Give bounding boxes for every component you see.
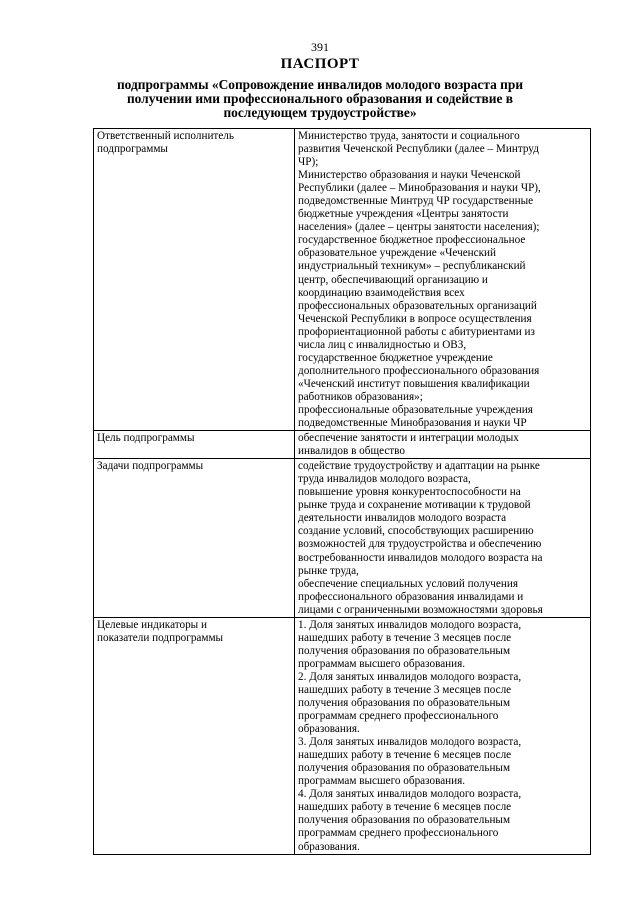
passport-table-body — [94, 129, 591, 855]
row-value-line: государственное бюджетное профессиональное — [298, 234, 526, 247]
row-value-line: бюджетные учреждения «Центры занятости — [298, 208, 509, 221]
row-value-line: деятельности инвалидов молодого возраста — [298, 512, 507, 525]
subtitle-line: последующем трудоустройстве» — [223, 105, 417, 120]
row-value-line: обеспечение занятости и интеграции молодых — [298, 432, 519, 445]
row-value-line: 1. Доля занятых инвалидов молодого возраста, — [298, 618, 522, 631]
row-value-line: получения образования по образовательным — [298, 762, 511, 775]
row-value-line: создание условий, способствующих расширению — [298, 525, 534, 538]
row-value-line: программам среднего профессионального — [298, 710, 499, 723]
row-value-line: Министерство труда, занятости и социального — [298, 130, 520, 142]
row-label-line: подпрограммы — [97, 143, 168, 156]
row-value-line: координацию взаимодействия всех — [298, 286, 465, 299]
row-value-line: рынке труда и сохранение мотивации к трудовой — [298, 499, 531, 512]
row-value-cell — [295, 617, 591, 854]
row-value-line: Чеченской Республики в вопросе осуществления — [298, 312, 532, 325]
row-value-line: программам высшего образования. — [298, 775, 466, 788]
row-label-line: Цель подпрограммы — [97, 432, 195, 445]
row-value-line: обеспечение специальных условий получения — [298, 577, 518, 590]
row-value-cell — [295, 459, 591, 618]
row-value-line: рынке труда, — [298, 564, 359, 577]
passport-table — [93, 128, 591, 855]
row-value-line: труда инвалидов молодого возраста, — [298, 473, 471, 486]
row-value-line: Республики (далее – Минобразования и науки ЧР), — [298, 182, 541, 195]
row-label-line: показатели подпрограммы — [97, 631, 224, 644]
row-value-line: нашедших работу в течение 3 месяцев после — [298, 631, 512, 644]
row-value-line: профориентационной работы с абитуриентами из — [298, 325, 535, 338]
row-value-line: государственное бюджетное учреждение — [298, 351, 493, 364]
row-value-line: повышение уровня конкурентоспособности на — [298, 486, 521, 499]
row-value-line: 4. Доля занятых инвалидов молодого возраста, — [298, 788, 522, 801]
row-label-cell — [94, 617, 295, 854]
row-value-line: профессиональных образовательных организаций — [298, 299, 537, 312]
row-value-line: получения образования по образовательным — [298, 697, 511, 710]
row-value-line: профессиональные образовательные учреждения — [298, 403, 533, 416]
row-value-line: числа лиц с инвалидностью и ОВЗ, — [298, 338, 467, 351]
row-value-line: программам среднего профессионального — [298, 827, 499, 840]
row-value-line: образовательное учреждение «Чеченский — [298, 247, 497, 260]
row-value-line: населения» (далее – центры занятости населения); — [298, 221, 540, 234]
row-label-line: Целевые индикаторы и — [97, 618, 207, 631]
document-subtitle — [90, 78, 550, 120]
row-value-line: образования. — [298, 840, 360, 853]
table-row — [94, 617, 591, 854]
row-label-cell — [94, 459, 295, 618]
row-value-line: 3. Доля занятых инвалидов молодого возраста, — [298, 736, 522, 749]
row-value-cell — [295, 129, 591, 431]
row-label-line: Ответственный исполнитель — [97, 130, 234, 142]
row-value-line: возможностей для трудоустройства и обеспечению — [298, 538, 542, 551]
row-value-cell — [295, 431, 591, 459]
subtitle-line: получении ими профессионального образования и содействие в — [126, 91, 514, 106]
row-label-cell — [94, 129, 295, 431]
document-title: ПАСПОРТ — [280, 56, 360, 72]
row-label-cell — [94, 431, 295, 459]
row-value-line: получения образования по образовательным — [298, 814, 511, 827]
row-value-line: развития Чеченской Республики (далее – Минтруд — [298, 143, 539, 156]
row-value-line: образования. — [298, 723, 360, 736]
row-value-line: «Чеченский институт повышения квалификации — [298, 377, 530, 390]
table-row — [94, 129, 591, 431]
row-value-line: работников образования»; — [298, 390, 423, 403]
row-value-line: профессионального образования инвалидами и — [298, 590, 524, 603]
row-value-line: дополнительного профессионального образования — [298, 364, 540, 377]
row-value-line: нашедших работу в течение 3 месяцев после — [298, 683, 512, 696]
row-value-line: нашедших работу в течение 6 месяцев после — [298, 801, 512, 814]
row-value-line: центр, обеспечивающий организацию и — [298, 273, 488, 286]
table-row — [94, 459, 591, 618]
row-value-line: лицами с ограниченными возможностями здоровья — [298, 603, 543, 616]
row-value-line: содействие трудоустройству и адаптации на рынке — [298, 460, 540, 473]
row-value-line: программам высшего образования. — [298, 657, 466, 670]
row-value-line: индустриальный техникум» – республиканский — [298, 260, 526, 273]
row-value-line: 2. Доля занятых инвалидов молодого возраста, — [298, 670, 522, 683]
row-value-line: подведомственные Минтруд ЧР государственные — [298, 195, 534, 208]
table-row — [94, 431, 591, 459]
subtitle-line: подпрограммы «Сопровождение инвалидов молодого возраста при — [116, 77, 524, 92]
row-value-line: получения образования по образовательным — [298, 644, 511, 657]
row-label-line: Задачи подпрограммы — [97, 460, 204, 473]
row-value-line: нашедших работу в течение 6 месяцев после — [298, 749, 512, 762]
row-value-line: востребованности инвалидов молодого возраста на — [298, 551, 543, 564]
row-value-line: инвалидов в общество — [298, 445, 405, 458]
page-number: 391 — [311, 40, 329, 54]
row-value-line: подведомственные Минобразования и науки ЧР — [298, 417, 527, 430]
row-value-line: Министерство образования и науки Чеченской — [298, 169, 521, 182]
row-value-line: ЧР); — [298, 156, 319, 169]
